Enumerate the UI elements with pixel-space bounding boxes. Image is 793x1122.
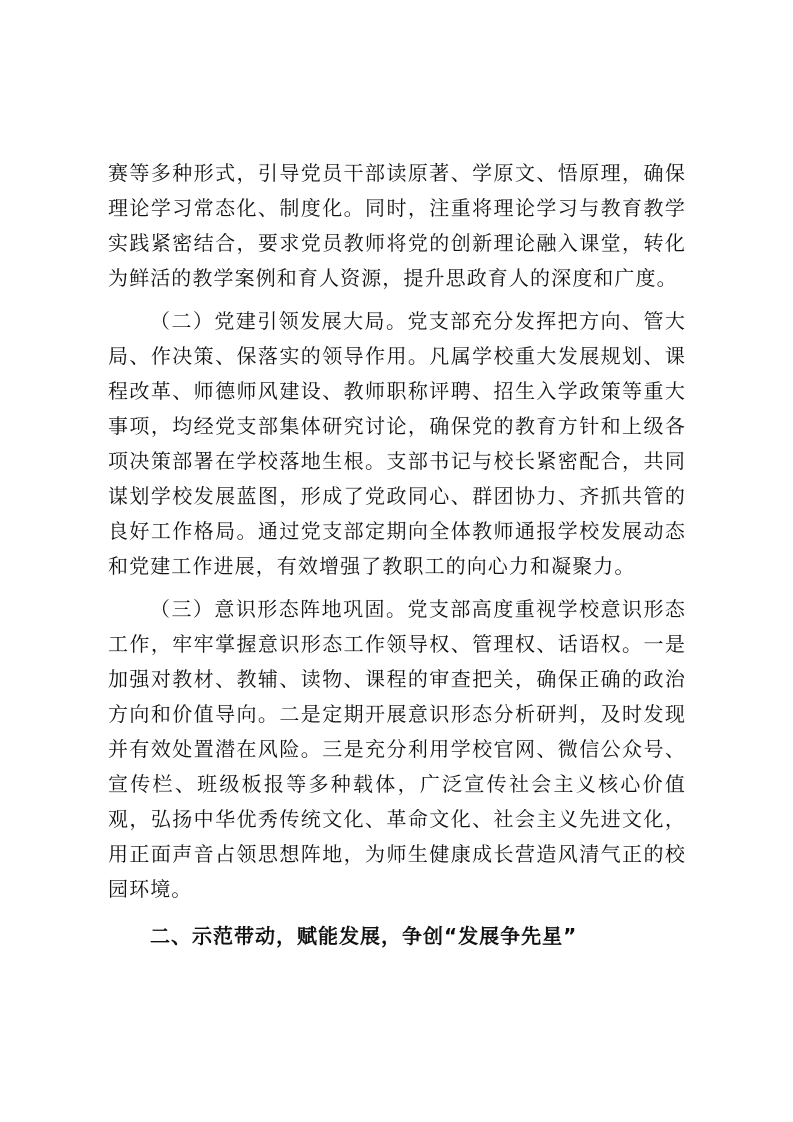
paragraph-ideology: （三）意识形态阵地巩固。党支部高度重视学校意识形态工作，牢牢掌握意识形态工作领导权、管理权、话语权。一是加强对教材、教辅、读物、课程的审查把关，确保正确的政治方向和价值导向。二是定期开展意识形态分析研判，及时发现并有效处置潜在风险。三是充分利用学校官网、微信公众号、宣传栏、班级板报等多种载体，广泛宣传社会主义核心价值观，弘扬中华优秀传统文化、革命文化、社会主义先进文化，用正面声音占领思想阵地，为师生健康成长营造风清气正的校园环境。	[108, 597, 686, 901]
paragraph-continuation: 赛等多种形式，引导党员干部读原著、学原文、悟原理，确保理论学习常态化、制度化。同时，注重将理论学习与教育教学实践紧密结合，要求党员教师将党的创新理论融入课堂，转化为鲜活的教学案例和育人资源，提升思政育人的深度和广度。	[108, 161, 686, 290]
document-body	[108, 156, 686, 962]
paragraph-party-leadership: （二）党建引领发展大局。党支部充分发挥把方向、管大局、作决策、保落实的领导作用。凡属学校重大发展规划、课程改革、师德师风建设、教师职称评聘、招生入学政策等重大事项，均经党支部集体研究讨论，确保党的教育方针和上级各项决策部署在学校落地生根。支部书记与校长紧密配合，共同谋划学校发展蓝图，形成了党政同心、群团协力、齐抓共管的良好工作格局。通过党支部定期向全体教师通报学校发展动态和党建工作进展，有效增强了教职工的向心力和凝聚力。	[108, 309, 686, 578]
section-heading: 二、示范带动，赋能发展，争创“发展争先星”	[150, 924, 578, 948]
